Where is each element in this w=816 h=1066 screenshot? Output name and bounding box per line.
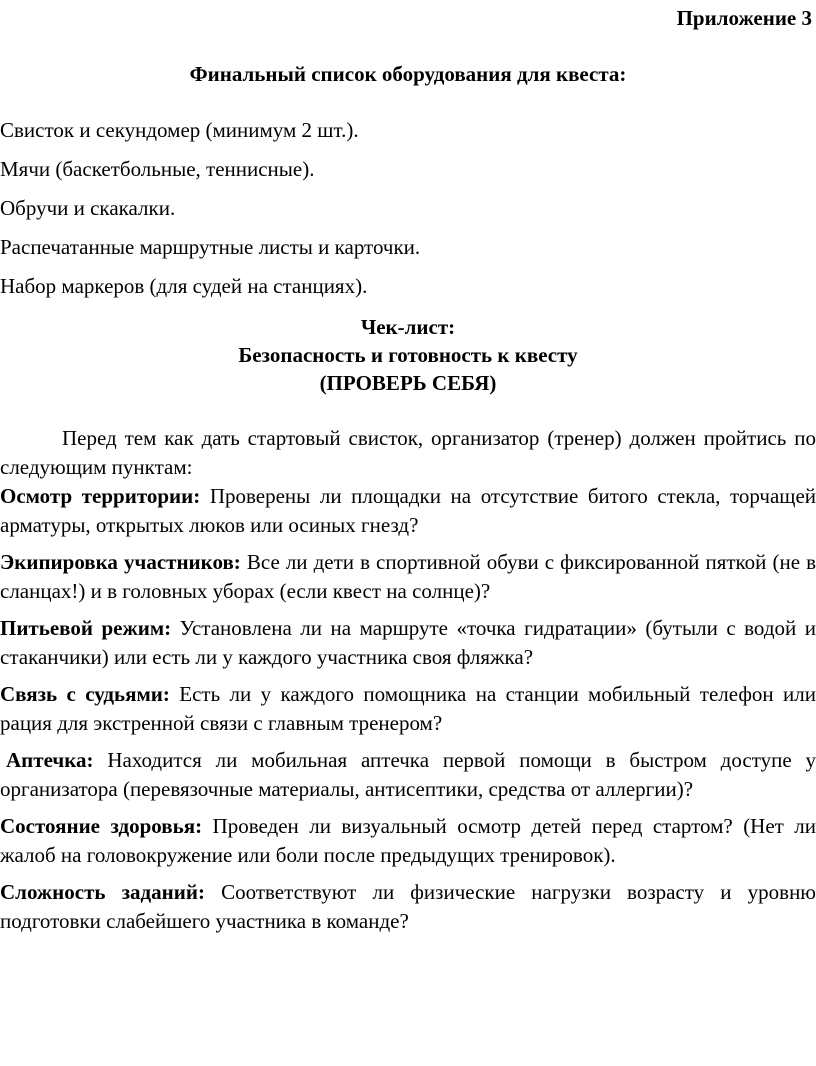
equipment-list	[0, 116, 816, 311]
checklist-item	[0, 746, 816, 804]
checklist-item-text: Проведен ли визуальный осмотр детей перед стартом? (Нет ли жалоб на головокружение или боли после предыдущих тренировок).	[0, 814, 816, 867]
checklist-title	[0, 313, 816, 397]
checklist-title-line2: Безопасность и готовность к квесту	[238, 343, 578, 367]
checklist-item-label: Сложность заданий:	[0, 880, 205, 904]
checklist-item-text: Проверены ли площадки на отсутствие битого стекла, торчащей арматуры, открытых люков или осиных гнезд?	[0, 484, 816, 537]
checklist-item-label: Питьевой режим:	[0, 616, 172, 640]
checklist-item-label: Осмотр территории:	[0, 484, 201, 508]
checklist-item-text: Все ли дети в спортивной обуви с фиксированной пяткой (не в сланцах!) и в головных уборах (если квест на солнце)?	[0, 550, 816, 603]
equipment-title: Финальный список оборудования для квеста:	[189, 62, 627, 86]
checklist-item-label: Экипировка участников:	[0, 550, 241, 574]
checklist-item	[0, 614, 816, 672]
checklist-item-text: Есть ли у каждого помощника на станции мобильный телефон или рация для экстренной связи с главным тренером?	[0, 682, 816, 735]
equipment-item: Распечатанные маршрутные листы и карточки.	[0, 235, 421, 259]
checklist-item-text: Установлена ли на маршруте «точка гидратации» (бутыли с водой и стаканчики) или есть ли у каждого участника своя фляжка?	[0, 616, 816, 669]
equipment-item: Набор маркеров (для судей на станциях).	[0, 274, 368, 298]
checklist-items	[0, 482, 816, 944]
checklist-title-line1: Чек-лист:	[360, 315, 456, 339]
checklist-item	[0, 812, 816, 870]
checklist-title-line3: (ПРОВЕРЬ СЕБЯ)	[319, 371, 497, 395]
checklist-item-label: Аптечка:	[6, 748, 94, 772]
checklist-intro: Перед тем как дать стартовый свисток, организатор (тренер) должен пройтись по следующим пунктам:	[0, 426, 816, 479]
checklist-item-text: Находится ли мобильная аптечка первой помощи в быстром доступе у организатора (перевязочные материалы, антисептики, средства от аллергии)?	[0, 748, 816, 801]
equipment-item: Обручи и скакалки.	[0, 196, 176, 220]
equipment-item: Свисток и секундомер (минимум 2 шт.).	[0, 118, 359, 142]
checklist-item	[0, 878, 816, 936]
appendix-label: Приложение 3	[676, 6, 812, 30]
checklist-item-text: Соответствуют ли физические нагрузки возрасту и уровню подготовки слабейшего участника в команде?	[0, 880, 816, 933]
checklist-item	[0, 548, 816, 606]
equipment-item: Мячи (баскетбольные, теннисные).	[0, 157, 315, 181]
checklist-item-label: Состояние здоровья:	[0, 814, 203, 838]
checklist-item	[0, 482, 816, 540]
checklist-item-label: Связь с судьями:	[0, 682, 170, 706]
checklist-item	[0, 680, 816, 738]
